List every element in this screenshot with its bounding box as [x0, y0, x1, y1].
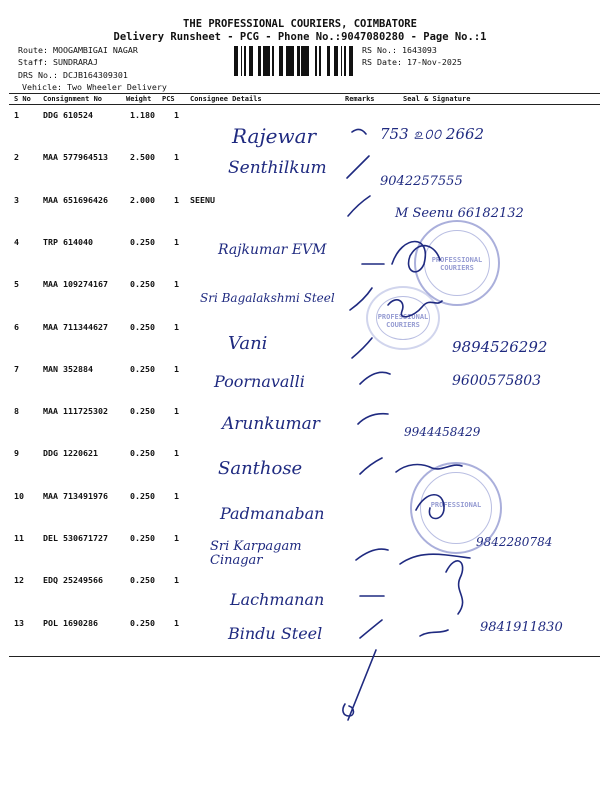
row-pcs: 1 [174, 448, 179, 458]
handwritten-phone: 9841911830 [480, 620, 563, 635]
col-consignee-header: Consignee Details [190, 95, 262, 103]
col-weight-header: Weight [126, 95, 152, 103]
handwritten-phone: 9944458429 [404, 425, 481, 439]
row-consignment-number: MAA 577964513 [43, 152, 108, 162]
handwritten-phone: 9600575803 [452, 373, 542, 389]
handwritten-phone: 9842280784 [476, 535, 553, 549]
row-consignment-number: MAA 111725302 [43, 406, 108, 416]
handwritten-consignee: Rajkumar EVM [218, 242, 327, 258]
row-sno: 9 [14, 448, 19, 458]
row-weight: 0.250 [130, 406, 155, 416]
handwritten-consignee: Senthilkum [228, 158, 327, 178]
row-weight: 0.250 [130, 448, 155, 458]
handwritten-consignee: Arunkumar [222, 414, 320, 434]
row-pcs: 1 [174, 279, 179, 289]
row-sno: 4 [14, 237, 19, 247]
row-weight: 2.000 [130, 195, 155, 205]
row-sno: 11 [14, 533, 24, 543]
row-weight: 0.250 [130, 279, 155, 289]
row-pcs: 1 [174, 110, 179, 120]
row-weight: 0.250 [130, 237, 155, 247]
row-consignee: SEENU [190, 195, 215, 205]
handwritten-consignee: Bindu Steel [228, 624, 323, 643]
handwritten-consignee: Sri Karpagam Cinagar [210, 539, 302, 568]
handwritten-consignee: Lachmanan [230, 590, 325, 609]
row-consignment-number: POL 1690286 [43, 618, 98, 628]
handwritten-signature: M Seenu 66182132 [395, 206, 524, 221]
row-sno: 6 [14, 322, 19, 332]
row-consignment-number: MAA 713491976 [43, 491, 108, 501]
col-sno-header: S No [14, 95, 31, 103]
row-sno: 7 [14, 364, 19, 374]
row-consignment-number: MAN 352884 [43, 364, 93, 374]
row-consignment-number: MAA 711344627 [43, 322, 108, 332]
col-consignment-header: Consignment No [43, 95, 103, 103]
route-label: Route: MOOGAMBIGAI NAGAR [18, 45, 138, 55]
row-pcs: 1 [174, 618, 179, 628]
stamp-text: PROFESSIONAL COURIERS [377, 313, 429, 330]
row-weight: 0.250 [130, 322, 155, 332]
row-weight: 1.180 [130, 110, 155, 120]
row-pcs: 1 [174, 406, 179, 416]
row-consignment-number: EDQ 25249566 [43, 575, 103, 585]
row-pcs: 1 [174, 533, 179, 543]
rs-date: RS Date: 17-Nov-2025 [362, 57, 462, 67]
vehicle-label: Vehicle: Two Wheeler Delivery [22, 82, 167, 92]
row-weight: 0.250 [130, 533, 155, 543]
row-consignment-number: DEL 530671727 [43, 533, 108, 543]
row-sno: 5 [14, 279, 19, 289]
handwritten-consignee: Padmanaban [220, 504, 325, 523]
col-remarks-header: Remarks [345, 95, 375, 103]
row-weight: 0.250 [130, 491, 155, 501]
staff-label: Staff: SUNDRARAJ [18, 57, 98, 67]
company-name: THE PROFESSIONAL COURIERS, COIMBATORE [183, 18, 417, 30]
col-seal-header: Seal & Signature [403, 95, 471, 103]
row-weight: 2.500 [130, 152, 155, 162]
row-weight: 0.250 [130, 618, 155, 628]
row-consignment-number: TRP 614040 [43, 237, 93, 247]
row-weight: 0.250 [130, 364, 155, 374]
row-weight: 0.250 [130, 575, 155, 585]
stamp-text: PROFESSIONAL [430, 500, 482, 509]
runsheet-title: Delivery Runsheet - PCG - Phone No.:9047080280 - Page No.:1 [113, 31, 487, 43]
row-sno: 1 [14, 110, 19, 120]
rs-number: RS No.: 1643093 [362, 45, 437, 55]
handwritten-consignee: Poornavalli [214, 372, 305, 391]
handwritten-consignee: Santhose [218, 458, 303, 479]
handwritten-consignee: Rajewar [232, 124, 317, 148]
stamp-text: PROFESSIONAL COURIERS [431, 256, 483, 273]
row-pcs: 1 [174, 491, 179, 501]
handwritten-consignee: Sri Bagalakshmi Steel [200, 291, 335, 305]
row-sno: 8 [14, 406, 19, 416]
row-consignment-number: MAA 651696426 [43, 195, 108, 205]
row-pcs: 1 [174, 322, 179, 332]
handwritten-consignee: Vani [228, 333, 268, 354]
row-sno: 12 [14, 575, 24, 585]
row-consignment-number: DDG 1220621 [43, 448, 98, 458]
row-pcs: 1 [174, 152, 179, 162]
row-sno: 2 [14, 152, 19, 162]
row-pcs: 1 [174, 237, 179, 247]
row-sno: 13 [14, 618, 24, 628]
col-pcs-header: PCS [162, 95, 175, 103]
handwritten-phone: 9042257555 [380, 174, 463, 189]
row-pcs: 1 [174, 575, 179, 585]
row-pcs: 1 [174, 364, 179, 374]
row-consignment-number: MAA 109274167 [43, 279, 108, 289]
row-pcs: 1 [174, 195, 179, 205]
row-consignment-number: DDG 610524 [43, 110, 93, 120]
handwritten-signature: 753 ௨௦௦ 2662 [380, 125, 485, 143]
handwritten-phone: 9894526292 [452, 338, 548, 356]
row-sno: 10 [14, 491, 24, 501]
drs-number: DRS No.: DCJB164309301 [18, 70, 128, 80]
row-sno: 3 [14, 195, 19, 205]
